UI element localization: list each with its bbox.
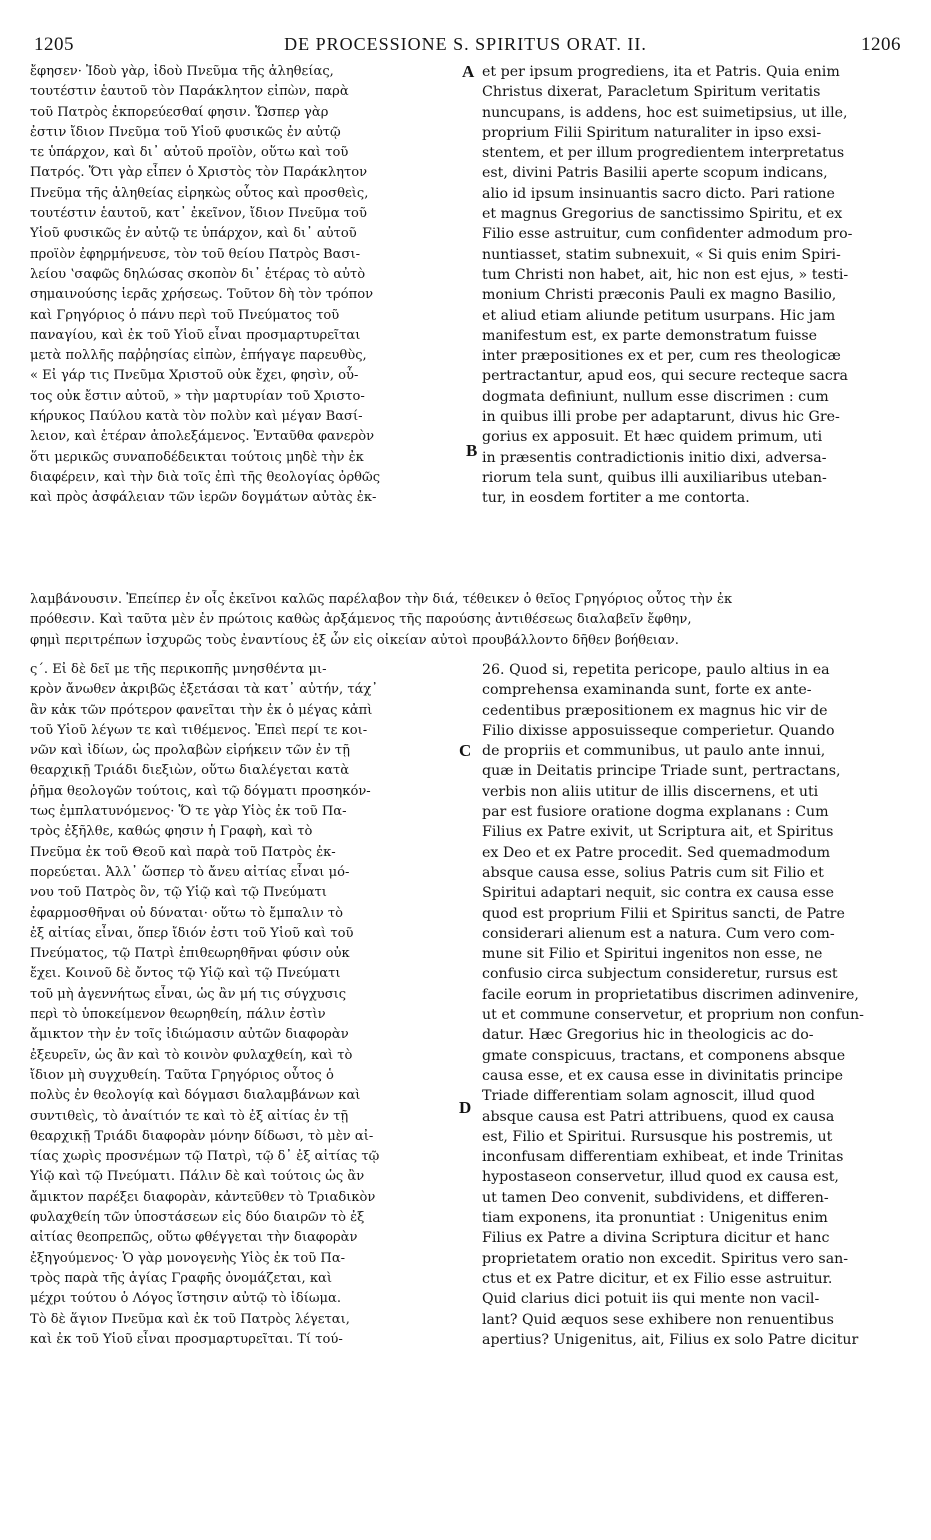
text-line: ὅτι μερικῶς συναποδέδεικται τούτοις μηδὲ τὴν ἐκ	[30, 449, 364, 465]
text-line: hypostaseon conservetur, illud quod ex causa est,	[482, 1169, 839, 1186]
text-line: Filio esse astruitur, cum confidenter admodum pro-	[482, 226, 853, 243]
text-line: Christus dixerat, Paracletum Spiritum veritatis	[482, 84, 821, 101]
text-line: τε ὑπάρχον, καὶ δι᾿ αὐτοῦ προϊὸν, οὕτω καὶ τοῦ	[30, 145, 349, 161]
text-line: Filius ex Patre exivit, ut Scriptura ait, et Spiritus	[482, 824, 834, 841]
text-line: τρὸς ἐξῆλθε, καθώς φησιν ἡ Γραφὴ, καὶ τὸ	[30, 824, 313, 840]
text-line: Πνεῦμα τῆς ἀληθείας εἰρηκὼς οὗτος καὶ προσθεὶς,	[30, 185, 369, 201]
page-number-left: 1205	[34, 34, 74, 55]
text-line: pertractantur, apud eos, qui secure recteque sacra	[482, 368, 849, 385]
text-line: facile eorum in proprietatibus discrimen adinvenire,	[482, 986, 859, 1003]
text-line: τοῦ Υἱοῦ λέγων τε καὶ τιθέμενος. Ἐπεὶ περί τε κοι-	[30, 722, 368, 738]
text-line: cedentibus præpositionem ex magnus hic vir de	[482, 702, 828, 719]
text-line: καὶ ἐκ τοῦ Υἱοῦ εἶναι προσμαρτυρεῖται. Τί τού-	[30, 1331, 343, 1347]
text-line: ἐφαρμοσθῆναι οὐ δύναται· οὕτω τὸ ἔμπαλιν τὸ	[30, 905, 343, 921]
text-line: verbis non aliis utitur de illis discernens, et uti	[482, 783, 819, 800]
text-line: ἐξηγούμενος· Ὁ γὰρ μονογενὴς Υἱὸς ἐκ τοῦ Πα-	[30, 1250, 346, 1266]
text-line: quod est proprium Filii et Spiritus sancti, de Patre	[482, 905, 845, 922]
text-line: confusio circa subjectum consideretur, rursus est	[482, 966, 838, 983]
text-line: συντιθεὶς, τὸ ἀναίτιόν τε καὶ τὸ ἐξ αἰτίας ἐν τῇ	[30, 1108, 349, 1124]
text-line: Triade differentiam solam agnoscit, illud quod	[482, 1088, 815, 1105]
text-line: διαφέρειν, καὶ τὴν διὰ τοῖς ἐπὶ τῆς θεολογίας ὀρθῶς	[30, 469, 381, 485]
text-line: λείου ʽσαφῶς δηλώσας σκοπὸν δι᾿ ἑτέρας τὸ αὐτὸ	[30, 266, 366, 282]
text-line: ἴδιον μὴ συγχυθείη. Ταῦτα Γρηγόριος οὗτος ὁ	[30, 1067, 334, 1083]
text-line: proprium Filii Spiritum naturaliter in ipso exsi-	[482, 124, 822, 141]
text-line: φυλαχθείη τῶν ὑποστάσεων εἰς δύο διαιρῶν τὸ ἐξ	[30, 1210, 365, 1226]
text-line: stentem, et per illum progredientem interpretatus	[482, 145, 845, 162]
text-line: gmate conspicuus, tractans, et componens absque	[482, 1047, 846, 1064]
text-line: et aliud etiam aliunde petitum usurpans. Hic jam	[482, 307, 836, 324]
text-line: Filio dixisse apposuisseque comperietur. Quando	[482, 722, 835, 739]
text-line: proprietatem oratio non excedit. Spiritus vero san-	[482, 1250, 849, 1267]
text-line: manifestum est, ex parte demonstratum fuisse	[482, 327, 818, 344]
section-marker-d: D	[459, 1098, 472, 1117]
text-line: αἰτίας θεοπρεπῶς, οὕτω φθέγγεται τὴν διαφορὰν	[30, 1230, 358, 1246]
greek-column-top	[30, 62, 462, 509]
text-line: quæ in Deitatis principe Triade sunt, pertractans,	[482, 763, 841, 780]
text-line: 26. Quod si, repetita pericope, paulo altius in ea	[482, 662, 830, 678]
text-line: μέχρι τούτου ὁ Λόγος ἵστησιν αὐτῷ τὸ ἰδίωμα.	[30, 1291, 342, 1307]
text-line: καὶ Γρηγόριος ὁ πάνυ περὶ τοῦ Πνεύματος τοῦ	[30, 307, 340, 323]
text-line: absque causa est Patri attribuens, quod ex causa	[482, 1108, 835, 1125]
greek-full-width-lines	[30, 590, 901, 651]
text-line: considerari alienum est a natura. Cum vero com-	[482, 925, 835, 942]
section-marker-b: B	[466, 441, 478, 460]
text-line: tum Christi non habet, ait, hic non est ejus, » testi-	[482, 266, 849, 283]
text-line: in quibus illi probe per adaptarunt, divus hic Gre-	[482, 409, 840, 426]
latin-column-top	[482, 62, 894, 509]
text-line: tiam exponens, ita pronuntiat : Unigenitus enim	[482, 1210, 828, 1227]
text-line: παναγίου, καὶ ἐκ τοῦ Υἱοῦ εἶναι προσμαρτυρεῖται	[30, 327, 361, 343]
text-line: λειον, καὶ ἑτέραν ἀπολεξάμενος. Ἐνταῦθα φανερὸν	[30, 429, 375, 445]
text-line: τίας χωρὶς προσνέμων τῷ Πατρὶ, τῷ δ᾿ ἐξ αἰτίας τῷ	[30, 1149, 380, 1165]
running-header	[30, 34, 901, 60]
text-line: tur, in eosdem fortiter a me contorta.	[482, 490, 750, 507]
text-line: lant? Quid æquos sese exhibere non renuentibus	[482, 1311, 834, 1328]
text-line: par est fusiore oratione dogma explanans : Cum	[482, 804, 829, 821]
text-line: et magnus Gregorius de sanctissimo Spiritu, et ex	[482, 206, 843, 223]
section-marker-a: A	[462, 62, 475, 81]
text-line: ῥῆμα θεολογῶν τούτοις, καὶ τῷ δόγματι προσηκόν-	[30, 783, 371, 799]
text-line: καὶ πρὸς ἀσφάλειαν τῶν ἱερῶν δογμάτων αὐτὰς ἐκ-	[30, 490, 377, 506]
latin-column-bottom	[482, 660, 894, 1350]
page-number-right: 1206	[861, 34, 901, 55]
text-line: Spiritui adaptari nequit, sic contra ex causa esse	[482, 885, 835, 902]
text-line: περὶ τὸ ὑποκείμενον θεωρηθείη, πάλιν ἐστὶν	[30, 1007, 326, 1023]
text-line: ctus et ex Patre dicitur, et ex Filio esse astruitur.	[482, 1270, 833, 1287]
text-line: comprehensa examinanda sunt, forte ex ante-	[482, 682, 812, 699]
text-line: alio id ipsum insinuantis sacro dicto. Pari ratione	[482, 185, 835, 202]
text-line: et per ipsum progrediens, ita et Patris. Quia enim	[482, 64, 840, 80]
text-line: gorius ex apposuit. Et hæc quidem primum, uti	[482, 429, 823, 446]
text-line: de propriis et communibus, ut paulo ante innui,	[482, 743, 826, 760]
text-line: ἐξευρεῖν, ὡς ἂν καὶ τὸ κοινὸν φυλαχθείη, καὶ τὸ	[30, 1047, 353, 1063]
text-line: ἄμικτον τὴν ἐν τοῖς ἰδιώμασιν αὐτῶν διαφορὰν	[30, 1027, 349, 1043]
text-line: dogmata definiunt, nullum esse discrimen : cum	[482, 388, 829, 405]
text-line: τως ἐμπλατυνόμενος· Ὅ τε γὰρ Υἱὸς ἐκ τοῦ Πα-	[30, 804, 347, 820]
text-line: ex Deo et ex Patre procedit. Sed quemadmodum	[482, 844, 831, 861]
text-line: est, Filio et Spiritui. Rursusque his postremis, ut	[482, 1128, 833, 1145]
text-line: Τὸ δὲ ἅγιον Πνεῦμα καὶ ἐκ τοῦ Πατρὸς λέγεται,	[30, 1311, 350, 1327]
greek-column-bottom	[30, 660, 462, 1350]
text-line: causa esse, et ex causa esse in divinitatis principe	[482, 1067, 844, 1084]
text-line: absque causa esse, solius Patris cum sit Filio et	[482, 864, 824, 881]
text-line: ἔχει. Κοινοῦ δὲ ὄντος τῷ Υἱῷ καὶ τῷ Πνεύματι	[30, 966, 341, 982]
text-line: τος οὐκ ἔστιν αὐτοῦ, » τὴν μαρτυρίαν τοῦ Χριστο-	[30, 388, 365, 404]
text-line: Υἱοῦ φυσικῶς ἐν αὐτῷ τε ὑπάρχον, καὶ δι᾿ αὐτοῦ	[30, 226, 357, 242]
text-line: προϊὸν ἐφηρμήνευσε, τὸν τοῦ θείου Πατρὸς Βασι-	[30, 246, 361, 262]
text-line: ἐστιν ἴδιον Πνεῦμα τοῦ Υἱοῦ φυσικῶς ἐν αὐτῷ	[30, 124, 341, 140]
text-line: θεαρχικῇ Τριάδι διαφορὰν μόνην δίδωσι, τὸ μὲν αἰ-	[30, 1128, 374, 1144]
text-line: κρὸν ἄνωθεν ἀκριβῶς ἐξετάσαι τὰ κατ᾿ αὐτήν, τάχ᾿	[30, 682, 378, 698]
text-line: ς΄. Εἰ δὲ δεῖ με τῆς περικοπῆς μνησθέντα μι-	[30, 662, 327, 677]
text-line: inconfusam differentiam exhibeat, et inde Trinitas	[482, 1149, 844, 1166]
text-line: νῶν καὶ ἰδίων, ὡς προλαβὼν εἰρήκειν τῶν ἐν τῇ	[30, 743, 351, 759]
text-line: σημαινούσης ἱερᾶς χρήσεως. Τοῦτον δὴ τὸν τρόπον	[30, 287, 374, 303]
text-line: ἐξ αἰτίας εἶναι, ὅπερ ἴδιόν ἐστι τοῦ Υἱοῦ καὶ τοῦ	[30, 925, 354, 941]
text-line: ἔφησεν· Ἰδοὺ γὰρ, ἰδοὺ Πνεῦμα τῆς ἀληθείας,	[30, 64, 334, 79]
text-line: λαμβάνουσιν. Ἐπείπερ ἐν οἷς ἐκεῖνοι καλῶς παρέλαβον τὴν διά, τέθεικεν ὁ θεῖος Γρηγόριος οὗτος τὴν ἐκ	[30, 592, 733, 607]
text-line: Πνεῦμα ἐκ τοῦ Θεοῦ καὶ παρὰ τοῦ Πατρὸς ἐκ-	[30, 844, 336, 860]
text-line: ut et commune conservetur, et proprium non confun-	[482, 1007, 864, 1024]
text-line: πορεύεται. Ἀλλ᾿ ὥσπερ τὸ ἄνευ αἰτίας εἶναι μό-	[30, 864, 350, 880]
text-line: πολὺς ἐν θεολογίᾳ καὶ δόγμασι διαλαμβάνων καὶ	[30, 1088, 361, 1104]
text-line: τοῦ μὴ ἀγεννήτως εἶναι, ὡς ἂν μή τις σύγχυσις	[30, 986, 347, 1002]
text-line: nuntiasset, statim subnexuit, « Si quis enim Spiri-	[482, 246, 841, 263]
text-line: πρόθεσιν. Καὶ ταῦτα μὲν ἐν πρώτοις καθὼς ἀρξάμενος τῆς παρούσης ἀντιθέσεως διαλαβεῖν ἔφθην,	[30, 612, 692, 628]
text-line: θεαρχικῇ Τριάδι διεξιὼν, οὕτω διαλέγεται κατὰ	[30, 763, 350, 779]
text-line: nuncupans, is addens, hoc est suimetipsius, ut ille,	[482, 104, 848, 121]
text-line: Quid clarius dici potuit iis qui mente non vacil-	[482, 1291, 820, 1308]
running-title: DE PROCESSIONE S. SPIRITUS ORAT. II.	[284, 34, 647, 54]
text-line: est, divini Patris Basilii aperte scopum indicans,	[482, 165, 828, 182]
text-line: ut tamen Deo convenit, subdividens, et differen-	[482, 1189, 829, 1206]
text-line: mune sit Filio et Spiritui ingenitos non esse, ne	[482, 946, 823, 963]
text-line: apertius? Unigenitus, ait, Filius ex solo Patre dicitur	[482, 1331, 859, 1348]
text-line: τουτέστιν ἑαυτοῦ, κατ᾿ ἐκεῖνον, ἴδιον Πνεῦμα τοῦ	[30, 206, 367, 222]
text-line: « Εἰ γάρ τις Πνεῦμα Χριστοῦ οὐκ ἔχει, φησὶν, οὗ-	[30, 368, 359, 384]
text-line: ἄμικτον παρέξει διαφορὰν, κἀντεῦθεν τὸ Τριαδικὸν	[30, 1189, 376, 1205]
text-line: νου τοῦ Πατρὸς ὂν, τῷ Υἱῷ καὶ τῷ Πνεύματι	[30, 885, 327, 901]
text-line: Πνεύματος, τῷ Πατρὶ ἐπιθεωρηθῆναι φύσιν οὐκ	[30, 946, 350, 962]
text-line: τρὸς παρὰ τῆς ἁγίας Γραφῆς ὀνομάζεται, καὶ	[30, 1270, 332, 1286]
text-line: in præsentis contradictionis initio dixi, adversa-	[482, 449, 827, 466]
text-line: τοῦ Πατρὸς ἐκπορεύεσθαί φησιν. Ὥσπερ γὰρ	[30, 104, 329, 120]
text-line: monium Christi præconis Pauli ex magno Basilio,	[482, 287, 837, 304]
text-line: datur. Hæc Gregorius hic in theologicis ac do-	[482, 1027, 814, 1044]
text-line: Filius ex Patre a divina Scriptura dicitur et hanc	[482, 1230, 830, 1247]
text-line: riorum tela sunt, quibus illi auxiliaribus uteban-	[482, 469, 827, 486]
text-line: ἂν κἀκ τῶν πρότερον φανεῖται τὴν ἐκ ὁ μέγας κἀπὶ	[30, 702, 373, 718]
text-line: φημὶ περιτρέπων ἰσχυρῶς τοὺς ἐναντίους ἐξ ὧν εἰς οἰκείαν αὐτοὶ προυβάλλοντο δῆθεν βοήθειαν.	[30, 632, 679, 648]
text-line: μετὰ πολλῆς παῤῥησίας εἰπὼν, ἐπήγαγε παρευθὺς,	[30, 348, 367, 364]
text-line: inter præpositiones ex et per, cum res theologicæ	[482, 348, 841, 365]
section-marker-c: C	[459, 741, 472, 760]
text-line: τουτέστιν ἑαυτοῦ τὸν Παράκλητον εἰπὼν, παρὰ	[30, 84, 349, 100]
text-line: κήρυκος Παύλου κατὰ τὸν πολὺν καὶ μέγαν Βασί-	[30, 409, 363, 425]
text-line: Πατρός. Ὅτι γὰρ εἶπεν ὁ Χριστὸς τὸν Παράκλητον	[30, 165, 368, 181]
text-line: Υἱῷ καὶ τῷ Πνεύματι. Πάλιν δὲ καὶ τούτοις ὡς ἂν	[30, 1169, 365, 1185]
